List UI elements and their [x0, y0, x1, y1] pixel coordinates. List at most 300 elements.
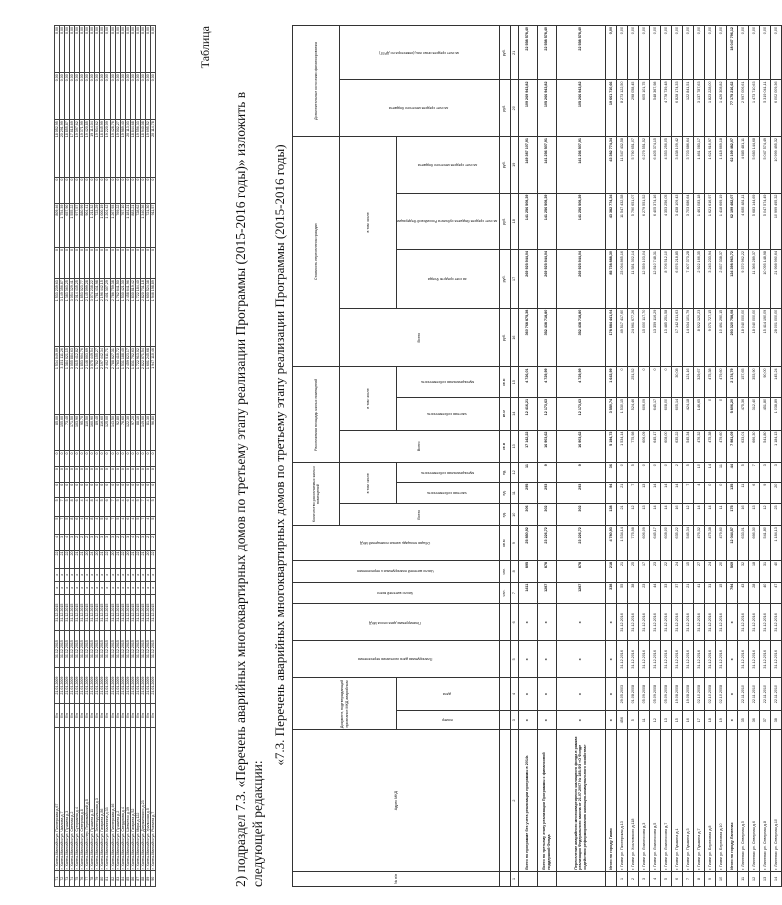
table-cell: 31.12.2015 [115, 594, 120, 631]
table-cell: 4 726,01 [518, 367, 537, 397]
table-cell: 19 002,27 [115, 120, 120, 177]
table-cell: г. Ханты-Мансийск ул. Пушкина д.11 [90, 727, 95, 871]
table-cell: 12 [682, 504, 693, 526]
col-number: 2 [510, 730, 518, 871]
table-cell: г. Ханты-Мансийск ул. Пионерская д.67 [55, 727, 60, 871]
table-cell: 0,00 [115, 26, 120, 73]
table-row [737, 26, 748, 887]
table-cell: 475,38 [704, 367, 715, 397]
col-number: 4 [510, 678, 518, 711]
table-cell: 31.12.2015 [70, 594, 75, 631]
table-cell: 541,80 [759, 526, 770, 561]
table-cell: 02.10.2008 [715, 678, 726, 711]
table-cell: 82 [110, 871, 115, 887]
table-cell: x [135, 568, 140, 581]
table-cell: 8 [90, 498, 95, 516]
table-cell: x [65, 568, 70, 581]
table-cell: 14 [649, 482, 660, 504]
table-cell: 1 383 363,25 [65, 279, 70, 347]
table-cell: 4 [65, 534, 70, 550]
table-cell: 49 517 417,60 [616, 308, 627, 367]
table-cell: 31.12.2016 [649, 604, 660, 641]
table-cell: 5 683 144,68 [748, 137, 759, 194]
table-cell: 1 530,15 [616, 397, 627, 430]
col-header-residents-plan: Число жителей планируемых к переселению [293, 560, 500, 582]
table-cell: 0,00 [85, 26, 90, 73]
table-cell: 4 [80, 498, 85, 516]
table-cell: 20 114,78 [150, 120, 155, 177]
table-cell: 21 [75, 550, 80, 568]
table-cell: 0 [150, 467, 155, 483]
table-cell: 14 [660, 504, 671, 526]
table-cell: 12 416,21 [518, 397, 537, 430]
table-cell: 1 426 308,82 [715, 80, 726, 137]
table-cell: 1 601 245,68 [145, 347, 150, 415]
col-number: 5 [510, 641, 518, 678]
table-cell: 5 [150, 498, 155, 516]
table-cell: 2 014 435,25 [75, 279, 80, 347]
table-cell: x [95, 581, 100, 594]
table-cell: 2 [150, 534, 155, 550]
table-cell: 0 [90, 467, 95, 483]
table-cell: 7 [60, 498, 65, 516]
table-cell: г. Гиави ул. Ломоносова д.7 [660, 730, 671, 871]
table-cell: 31.12.2016 [638, 604, 649, 641]
table-cell: 0,00 [70, 73, 75, 120]
table-cell: 83 [115, 871, 120, 887]
table-cell: 21.01.2009 [130, 667, 135, 704]
table-cell: 31.12.2015 [80, 631, 85, 668]
table-cell: б/н [60, 704, 65, 727]
col-header-cost: Стоимость переселения граждан [293, 137, 340, 367]
table-cell: 608,00 [660, 430, 671, 463]
table-cell: 0 [75, 482, 80, 498]
table-cell: 19 695,52 [145, 120, 150, 177]
table-cell: 0,00 [638, 26, 649, 81]
table-cell: 103,90 [75, 414, 80, 451]
table-cell: x [90, 568, 95, 581]
table-cell: 0 [60, 451, 65, 467]
table-cell: 11 [737, 482, 748, 504]
table-cell: 633,01 [737, 430, 748, 463]
table-cell: 21 [130, 550, 135, 568]
table-cell: 21 [616, 560, 627, 582]
table-cell: 4 [120, 516, 125, 534]
col-number: 6 [510, 604, 518, 641]
table-cell: 11 547 432,58 [616, 193, 627, 250]
table-cell: 31.12.2015 [90, 631, 95, 668]
col-header-area-private: частная собственность [397, 397, 500, 430]
table-cell: 62 199 482,07 [726, 193, 737, 250]
table-cell: 146,65 [693, 397, 704, 430]
table-cell: 21 [682, 582, 693, 604]
table-cell: 1 461 083,18 [693, 193, 704, 250]
table-cell: 5 [135, 516, 140, 534]
table-cell: 0,00 [70, 26, 75, 73]
table-cell [726, 871, 737, 886]
table-cell: г. Ханты-Мансийск ул. Рознина д.7 [150, 727, 155, 871]
table-cell: 21 [80, 550, 85, 568]
table-cell: 5 790 651,07 [627, 193, 638, 250]
table-cell: 0 [100, 451, 105, 467]
table-cell: 41 [693, 582, 704, 604]
col-header-extra: Дополнительные источники финансирования [293, 26, 340, 137]
table-cell: 3 054 329,41 [70, 279, 75, 347]
table-cell: 1287 [537, 582, 556, 604]
table-cell: 4 [95, 498, 100, 516]
table-cell: 475,38 [704, 526, 715, 561]
table-cell: 73 [65, 871, 70, 887]
table-cell: 94 [605, 482, 616, 504]
table-cell: 0 [616, 367, 627, 397]
table-cell: 6 [125, 516, 130, 534]
table-cell: г. Ханты-Мансийск ул. Мира д.122 [135, 727, 140, 871]
table-cell: 1 204,42 [105, 203, 110, 247]
table-cell: 32 [737, 560, 748, 582]
table-cell: 5 047 574,49 [759, 137, 770, 194]
table-cell: 0 [649, 367, 660, 397]
table-cell: 12 [748, 871, 759, 886]
table-cell: 633,01 [737, 526, 748, 561]
table-cell: б/н [65, 704, 70, 727]
col-header-area-res: Расселяемая площадь жилых помещений [293, 367, 340, 463]
col-number: 11 [510, 482, 518, 504]
table-cell: 5 [135, 498, 140, 516]
table-cell: 0,00 [605, 26, 616, 81]
table-cell: 4 685 481,11 [737, 137, 748, 194]
table-cell: 31 [704, 582, 715, 604]
table-cell: 0 [660, 463, 671, 483]
table-cell: г. Ханты-Мансийск ул. Светлая д.2 [70, 727, 75, 871]
table-cell: 0 [115, 177, 120, 203]
table-cell: 0 [115, 248, 120, 279]
table-cell: 0 [638, 367, 649, 397]
col-header-document: Документ, подтверждающий признание МКД аварийным [293, 678, 397, 730]
table-cell: 31.12.2016 [693, 641, 704, 678]
table-cell: 18 845,99 [100, 120, 105, 177]
table-cell: 0 [110, 248, 115, 279]
table-cell: 293 320 758,08 [726, 308, 737, 367]
table-cell: 0 [65, 248, 70, 279]
table-cell: 20 [125, 550, 130, 568]
col-header-cost-total: Всего [340, 308, 500, 367]
table-cell: 11 [715, 463, 726, 483]
table-cell: 5 [55, 498, 60, 516]
table-cell: 14 [649, 504, 660, 526]
table-cell: 62 199 482,07 [726, 137, 737, 194]
table-cell: 7 [110, 516, 115, 534]
table-cell: 0 [90, 248, 95, 279]
table-cell: 21.01.2009 [65, 667, 70, 704]
table-cell: x [518, 710, 537, 730]
table-cell: 31.12.2016 [660, 641, 671, 678]
table-cell: 109 269 943,82 [518, 80, 537, 137]
table-cell: 2 402 511,71 [105, 347, 110, 415]
table-cell: 0,00 [660, 26, 671, 81]
table-cell: 27 [693, 560, 704, 582]
table-cell: 878 [537, 560, 556, 582]
table-cell: 31.12.2016 [737, 604, 748, 641]
table-cell: 0,00 [100, 73, 105, 120]
table-cell: 6 [748, 482, 759, 504]
table-cell: x [65, 581, 70, 594]
table-cell: 18 855,87 [65, 120, 70, 177]
unit-rub: руб. [499, 26, 510, 81]
table-cell: x [145, 581, 150, 594]
table-cell: 0 [145, 248, 150, 279]
unit-kvm: кв.м [499, 397, 510, 430]
table-cell: 1 530 421,30 [120, 279, 125, 347]
table-cell: 0 [90, 177, 95, 203]
table-cell: 81,30 [145, 414, 150, 451]
table-cell: 0,00 [75, 26, 80, 73]
table-cell: 2 [75, 534, 80, 550]
table-cell: б/н [120, 704, 125, 727]
table-cell: x [115, 581, 120, 594]
table-cell: 293 [537, 482, 556, 504]
table-cell: 1 000,19 [100, 203, 105, 247]
table-cell: 31.12.2016 [616, 641, 627, 678]
table-cell: 1 [616, 871, 627, 886]
unit-rub: руб. [499, 137, 510, 194]
table-cell: 13 [638, 482, 649, 504]
table-cell: 20 [70, 550, 75, 568]
table-cell: 14 [671, 482, 682, 504]
table-cell: 8 922 120,23 [693, 308, 704, 367]
table-cell: 1 531 188,40 [120, 347, 125, 415]
table-cell: 548 367,98 [649, 80, 660, 137]
table-cell [537, 871, 556, 886]
table-cell: 31.12.2016 [693, 604, 704, 641]
table-cell: 31.12.2016 [704, 641, 715, 678]
table-cell: 38 [627, 582, 638, 604]
table-cell: 2 [85, 534, 90, 550]
col-header-count-total: Всего [340, 504, 500, 526]
table-cell: 545,34 [682, 430, 693, 463]
col-header-address: Адрес МКД [293, 730, 500, 871]
table-cell: 14 [770, 871, 781, 886]
table-cell: 0 [105, 248, 110, 279]
table-cell: 71 [55, 871, 60, 887]
col-number: 17 [510, 250, 518, 309]
table-cell: 21.01.2009 [70, 667, 75, 704]
table-cell: 12 559 103,04 [638, 250, 649, 309]
table-cell: 476,32 [693, 430, 704, 463]
col-number: 12 [510, 463, 518, 483]
table-row [627, 26, 638, 887]
table-cell: 2 837 338,37 [715, 250, 726, 309]
table-cell: 2 786 759,38 [110, 279, 115, 347]
table-cell: 1 830 819,42 [130, 279, 135, 347]
amendment-text: 2) подраздел 7.3. «Перечень аварийных многоквартирных домов по третьему этапу реализации Программы (2015-2016 годы)» изложить в следующей редакции: [233, 91, 265, 887]
table-cell: 31.12.2016 [682, 604, 693, 641]
table-cell: 21.01.2009 [125, 667, 130, 704]
table-cell: 0,00 [110, 73, 115, 120]
table-cell: 22 [55, 550, 60, 568]
table-cell: 31.12.2015 [95, 631, 100, 668]
table-cell: 122,30 [125, 414, 130, 451]
table-cell: 0 [140, 467, 145, 483]
table-cell: 6 279 551,52 [638, 137, 649, 194]
table-cell: 7 [110, 498, 115, 516]
table-cell: 0,00 [85, 73, 90, 120]
table-cell: 6 [125, 498, 130, 516]
table-cell: 155,00 [60, 414, 65, 451]
col-number: 13 [510, 430, 518, 463]
table-cell: 40 [759, 582, 770, 604]
table-cell: 47 [770, 582, 781, 604]
table-cell: 0 [120, 482, 125, 498]
table-cell: 75 [75, 871, 80, 887]
table-cell: 4 [145, 516, 150, 534]
table-cell: 0 [150, 482, 155, 498]
table-cell: 96,80 [150, 414, 155, 451]
table-cell: 0,00 [80, 26, 85, 73]
table-cell: 1 555,22 [70, 203, 75, 247]
table-cell: 25 850,92 [518, 526, 537, 561]
table-cell: 11 [715, 504, 726, 526]
table-cell: 0,00 [693, 26, 704, 81]
table-cell: 13 [759, 871, 770, 886]
table-cell: 92,80 [115, 414, 120, 451]
table-cell: 1 211,32 [90, 203, 95, 247]
table-cell: x [85, 568, 90, 581]
col-header-plan-demolition: Планируемая дата сноса МКД [293, 604, 500, 641]
table-cell: 0,00 [671, 26, 682, 81]
table-cell: 0 [85, 482, 90, 498]
table-cell: 5 [682, 463, 693, 483]
table-cell: x [125, 581, 130, 594]
table-cell: 7 [748, 463, 759, 483]
table-cell: 0,00 [65, 26, 70, 73]
table-cell: 4 729,99 [556, 367, 605, 397]
table-cell: 16 [682, 710, 693, 730]
table-cell: 18 040 000,00 [748, 308, 759, 367]
table-cell: 5 790 651,07 [627, 137, 638, 194]
table-cell: г. Гиави ул. Березовая д.10 [715, 730, 726, 871]
table-cell: 22.11.2010 [770, 678, 781, 711]
table-cell: 2 788 027,31 [110, 347, 115, 415]
table-cell: 298 058,45 [627, 80, 638, 137]
table-cell: 90,00 [759, 367, 770, 397]
col-header-extra-other: за счет средств иных лиц (инвестора по ДРЗТ) [340, 26, 500, 81]
table-cell: 21 [140, 550, 145, 568]
table-cell: 0 [55, 467, 60, 483]
table-cell: 476,32 [693, 526, 704, 561]
table-cell: x [140, 581, 145, 594]
table-cell: 22 558 578,40 [537, 26, 556, 81]
table-cell: 645,17 [649, 526, 660, 561]
col-header-count-incl: в том числе [340, 463, 397, 504]
table-cell: 0 [110, 467, 115, 483]
table-cell: 269 925 944,04 [537, 250, 556, 309]
table-cell: 02.10.2008 [693, 678, 704, 711]
table-cell: 22.11.2010 [759, 678, 770, 711]
table-cell: 0 [100, 248, 105, 279]
table-cell: 6 [75, 498, 80, 516]
col-header-count-private: частная собственность [397, 482, 500, 504]
table-cell: 3 703 686,64 [682, 137, 693, 194]
table-cell: 1 184,13 [770, 430, 781, 463]
table-cell: 5 [65, 498, 70, 516]
table-cell: 0,00 [55, 26, 60, 73]
table-cell: 775,98 [627, 430, 638, 463]
table-cell: 0 [65, 482, 70, 498]
table-cell: 775,98 [627, 526, 638, 561]
table-cell: 352 438 718,80 [556, 308, 605, 367]
table-cell: x [537, 678, 556, 711]
table-cell: 21.01.2009 [135, 667, 140, 704]
table-cell: 31.12.2016 [671, 641, 682, 678]
table-cell: 15 414 190,09 [759, 308, 770, 367]
table-cell: 21 [100, 550, 105, 568]
table-cell: x [537, 710, 556, 730]
table-cell: 31.12.2015 [105, 631, 110, 668]
table-cell: 635,22 [671, 430, 682, 463]
table-cell: 0,00 [60, 73, 65, 120]
table-cell: 353,90 [748, 367, 759, 397]
table-cell: 5 [115, 516, 120, 534]
table-cell [518, 871, 537, 886]
table-cell: 479,60 [715, 526, 726, 561]
table-cell: 13 [638, 504, 649, 526]
table-cell: 1 600 524,38 [145, 279, 150, 347]
table-row [660, 26, 671, 887]
table-cell: 5 [115, 498, 120, 516]
table-cell: 21.01.2009 [75, 667, 80, 704]
table-cell: 8 [70, 516, 75, 534]
table-cell: 31.12.2016 [660, 604, 671, 641]
table-cell: 31.12.2016 [638, 641, 649, 678]
table-cell: 89 [145, 871, 150, 887]
table-cell: 4 [95, 516, 100, 534]
table-cell: 3 055 884,63 [70, 347, 75, 415]
table-cell: 0 [115, 451, 120, 467]
table-cell: 17 142,22 [518, 430, 537, 463]
table-cell: 302 [556, 504, 605, 526]
table-cell: 329,67 [693, 367, 704, 397]
table-cell: 606,09 [638, 430, 649, 463]
table-cell: г. Лангепас ул. Северная д.6 [748, 730, 759, 871]
table-cell: 85 738 888,30 [605, 250, 616, 309]
table-cell: 608,00 [660, 526, 671, 561]
table-cell: 31.12.2015 [140, 631, 145, 668]
table-cell: 880,99 [80, 203, 85, 247]
table-row [715, 26, 726, 887]
table-cell: Итого по городу Лангепас [726, 730, 737, 871]
table-cell: г. Ханты-Мансийск ул. Свердлова д.4 [120, 727, 125, 871]
table-cell: 88 [140, 871, 145, 887]
table-cell: б/н [140, 704, 145, 727]
table-cell: 12 173,63 [537, 397, 556, 430]
table-cell: 0 [95, 177, 100, 203]
table-cell: 21.01.2009 [55, 667, 60, 704]
table-cell: 23 094 865,16 [616, 250, 627, 309]
table-cell: 9 [759, 482, 770, 504]
table-cell: 0 [85, 248, 90, 279]
table-cell: 269 925 944,04 [556, 250, 605, 309]
table-cell: 569 [726, 560, 737, 582]
table-row [150, 26, 155, 887]
col-header-cost-fund: за счет средств Фонда [397, 250, 500, 309]
table-cell: 4 [120, 498, 125, 516]
table-cell: 0 [75, 467, 80, 483]
table-cell: 5 [627, 710, 638, 730]
table-cell: 1 643,99 [605, 367, 616, 397]
table-cell: 4 [55, 534, 60, 550]
table-cell: 37 [671, 582, 682, 604]
table-cell: 7 [140, 516, 145, 534]
